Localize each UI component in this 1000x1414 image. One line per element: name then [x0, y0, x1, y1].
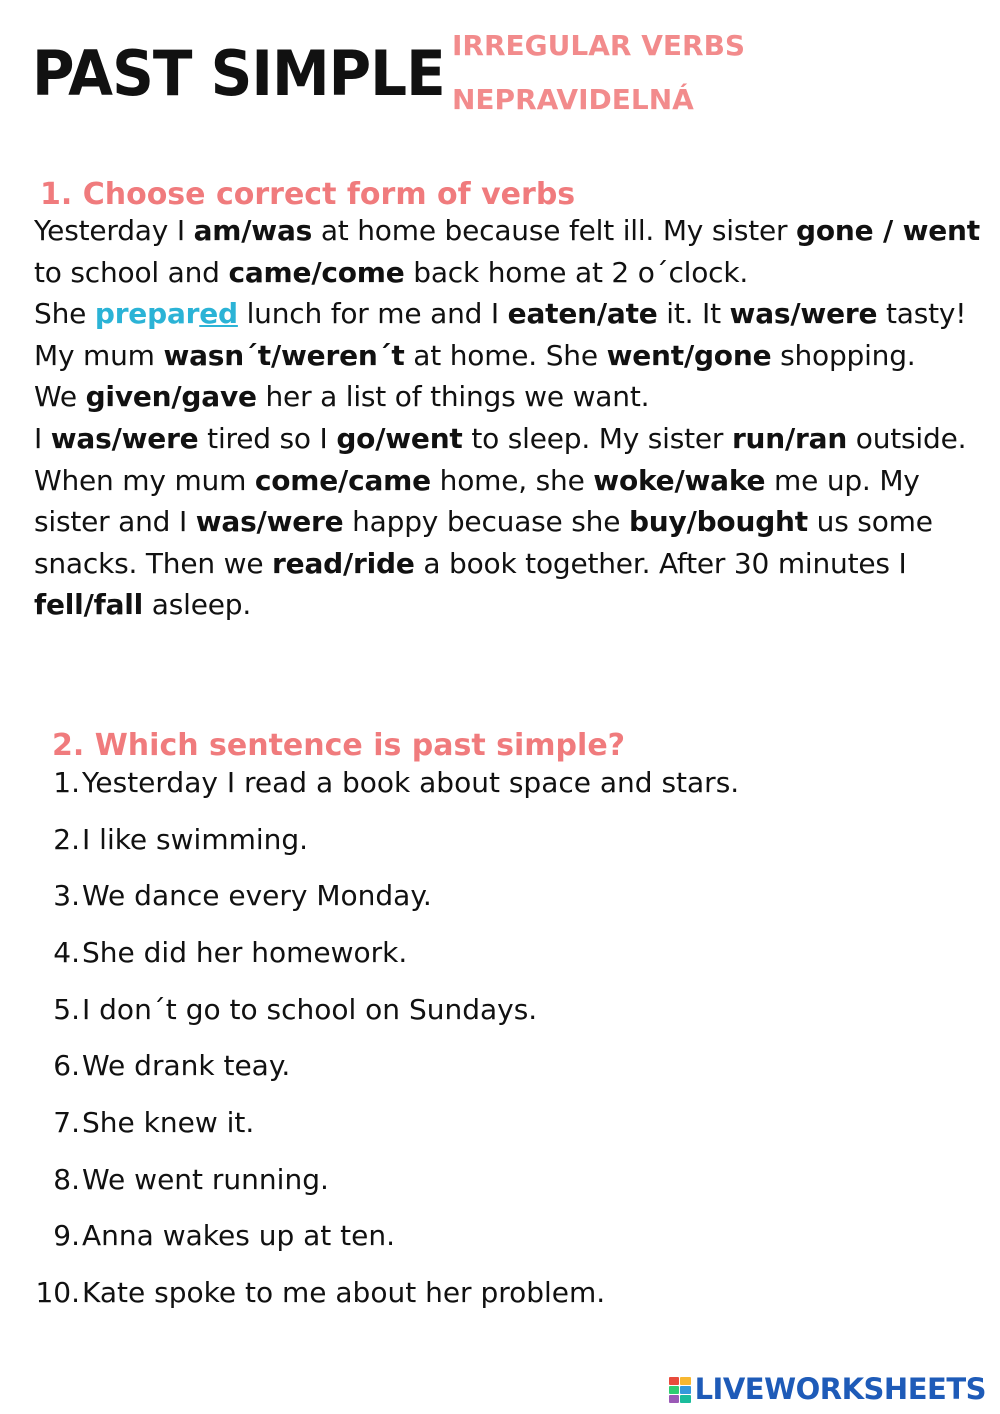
item-number: 2.: [53, 823, 80, 856]
verb-choice[interactable]: was/were: [195, 505, 344, 539]
text-fragment: She: [34, 297, 95, 331]
filled-answer-stem: prepar: [94, 297, 200, 331]
list-item[interactable]: [0, 1273, 605, 1313]
verb-choice[interactable]: fell/fall: [34, 588, 144, 622]
item-number: 5.: [53, 993, 80, 1026]
list-item[interactable]: [0, 820, 308, 860]
item-text: I like swimming.: [82, 823, 309, 856]
verb-choice[interactable]: go/went: [336, 421, 463, 455]
list-item[interactable]: [0, 933, 407, 973]
text-fragment: at home. She: [404, 338, 607, 372]
item-number: 6.: [53, 1049, 80, 1082]
item-text: She did her homework.: [82, 936, 408, 969]
list-item[interactable]: [0, 1160, 329, 1200]
list-item[interactable]: [0, 1216, 395, 1256]
filled-answer[interactable]: [95, 297, 238, 330]
verb-choice[interactable]: went/gone: [606, 338, 772, 372]
mark-tile: [680, 1395, 691, 1403]
verb-choice[interactable]: come/came: [254, 463, 431, 497]
item-text: We dance every Monday.: [82, 879, 432, 912]
text-fragment: asleep.: [143, 588, 252, 622]
verb-choice[interactable]: wasn´t/weren´t: [163, 338, 405, 372]
text-fragment: a book together. After 30 minutes I: [414, 546, 907, 580]
text-fragment: tired so I: [198, 421, 337, 455]
brand-name: LIVEWORKSHEETS: [694, 1372, 986, 1406]
liveworksheets-logo[interactable]: [669, 1372, 986, 1406]
text-fragment: When my mum: [34, 463, 255, 497]
list-item[interactable]: [0, 1046, 290, 1086]
text-fragment: to sleep. My sister: [462, 421, 732, 455]
text-fragment: I: [34, 421, 51, 455]
verb-choice[interactable]: came/come: [228, 255, 405, 289]
list-item[interactable]: [0, 763, 739, 803]
text-fragment: home, she: [430, 463, 594, 497]
verb-choice[interactable]: was/were: [729, 297, 878, 331]
filled-answer-suffix: ed: [199, 297, 238, 331]
mark-tile: [680, 1377, 691, 1385]
paragraph-line: [34, 335, 990, 377]
text-fragment: outside.: [847, 421, 967, 455]
verb-choice[interactable]: given/gave: [85, 380, 257, 414]
text-fragment: We: [34, 380, 86, 414]
text-fragment: us some snacks. Then we: [34, 505, 933, 580]
item-text: Kate spoke to me about her problem.: [82, 1276, 606, 1309]
list-item[interactable]: [0, 1103, 254, 1143]
exercise1-heading: 1. Choose correct form of verbs: [40, 177, 576, 212]
verb-choice[interactable]: buy/bought: [628, 505, 808, 539]
item-text: We went running.: [82, 1163, 329, 1196]
text-fragment: shopping.: [771, 338, 916, 372]
mark-tile: [669, 1386, 680, 1394]
verb-choice[interactable]: woke/wake: [593, 463, 766, 497]
paragraph-line: [34, 293, 990, 335]
item-number: 10.: [35, 1276, 80, 1309]
subtitle-nepravidelna: NEPRAVIDELNÁ: [452, 83, 694, 116]
verb-choice[interactable]: run/ran: [731, 421, 848, 455]
exercise2-heading: 2. Which sentence is past simple?: [52, 728, 626, 763]
verb-choice[interactable]: read/ride: [272, 546, 415, 580]
paragraph-line: [34, 418, 990, 460]
text-fragment: My mum: [34, 338, 164, 372]
verb-choice[interactable]: gone / went: [796, 214, 980, 247]
list-item[interactable]: [0, 990, 537, 1030]
text-fragment: me up. My sister and I: [34, 463, 920, 539]
text-fragment: Yesterday I: [34, 214, 194, 247]
verb-choice[interactable]: am/was: [193, 214, 313, 247]
paragraph-line: [34, 376, 990, 418]
item-number: 3.: [53, 879, 80, 912]
list-item[interactable]: [0, 876, 432, 916]
text-fragment: at home because felt ill. My sister: [312, 214, 797, 247]
verb-choice[interactable]: eaten/ate: [507, 297, 658, 331]
page-title: PAST SIMPLE: [32, 36, 445, 111]
item-number: 1.: [53, 766, 80, 799]
item-number: 7.: [53, 1106, 80, 1139]
item-text: Anna wakes up at ten.: [82, 1219, 396, 1252]
mark-tile: [669, 1377, 680, 1385]
text-fragment: it. It: [657, 297, 730, 331]
text-fragment: her a list of things we want.: [256, 380, 650, 414]
item-text: Yesterday I read a book about space and stars.: [82, 766, 740, 799]
item-text: I don´t go to school on Sundays.: [82, 993, 538, 1026]
item-number: 9.: [53, 1219, 80, 1252]
verb-choice[interactable]: was/were: [50, 421, 199, 455]
item-number: 8.: [53, 1163, 80, 1196]
exercise1-paragraph: [34, 210, 990, 626]
mark-tile: [669, 1395, 680, 1403]
text-fragment: tasty!: [877, 297, 967, 331]
item-number: 4.: [53, 936, 80, 969]
mark-tile: [680, 1386, 691, 1394]
item-text: She knew it.: [82, 1106, 255, 1139]
text-fragment: to school and: [34, 255, 229, 289]
paragraph-line: [34, 460, 990, 626]
text-fragment: lunch for me and I: [237, 297, 508, 331]
subtitle-irregular-verbs: IRREGULAR VERBS: [452, 29, 746, 62]
text-fragment: happy becuase she: [343, 505, 629, 539]
liveworksheets-mark-icon: [669, 1377, 691, 1403]
item-text: We drank teay.: [82, 1049, 291, 1082]
text-fragment: back home at 2 o´clock.: [404, 255, 749, 289]
paragraph-line: [34, 210, 990, 293]
